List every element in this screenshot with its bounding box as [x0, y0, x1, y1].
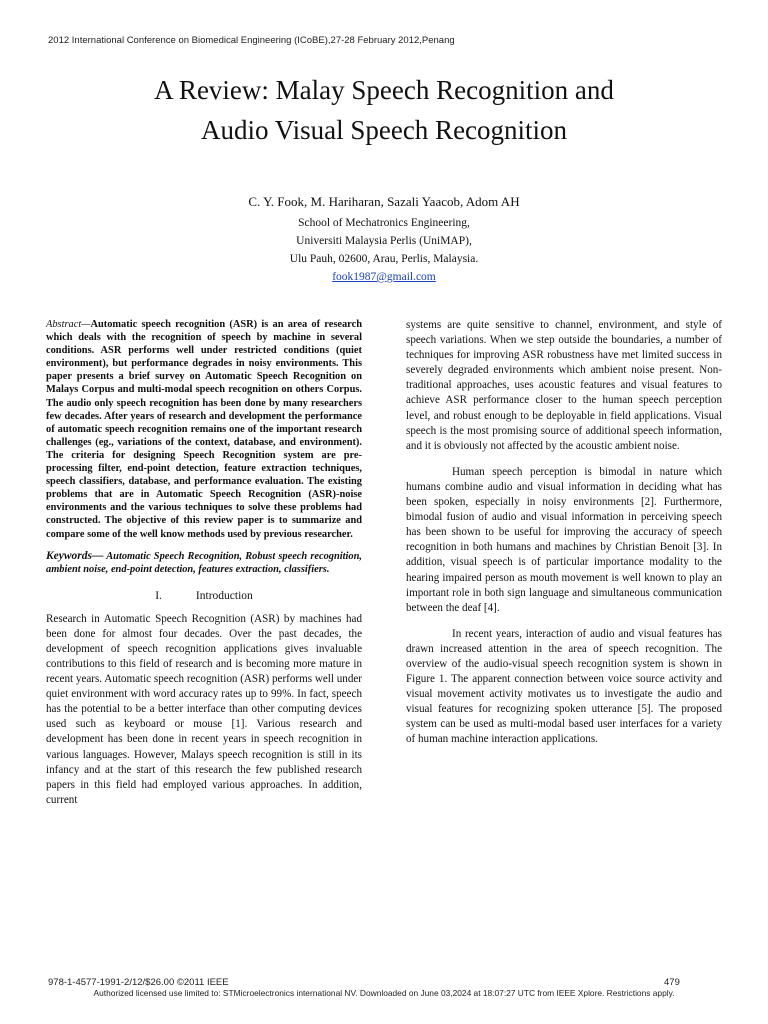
author-email-link[interactable]: fook1987@gmail.com — [332, 271, 436, 283]
affiliation — [0, 214, 768, 286]
intro-paragraph-4: In recent years, interaction of audio and visual features has drawn increased attention in the area of speech recognition. The overview of the audio-visual speech recognition system is shown in Figure 1. The apparent connection between voice source activity and visual movement activity motivates us to investigate the audio and visual features for recognizing spoken utterance [5]. The proposed system can be used as multi-modal based user interfaces for a variety of human machine interaction applications. — [406, 627, 722, 746]
intro-paragraph-3: Human speech perception is bimodal in nature which humans combine audio and visual information in deciding what has been spoken, especially in noisy environments [2]. Furthermore, bimodal fusion of audio and visual information in perceiving speech has been shown to be useful for improving the accuracy of speech recognition in both humans and machines by Christian Benoit [3]. In addition, visual speech is of particular importance modality to the hearing impaired person as mouth movement is well known to play an important role in both sign language and simultaneous communication between the deaf [4]. — [406, 465, 722, 614]
paper-title-line-1: A Review: Malay Speech Recognition and — [154, 75, 614, 105]
section-title: Introduction — [195, 589, 253, 602]
section-heading-introduction — [46, 589, 362, 604]
paper-title — [0, 70, 768, 150]
keywords — [46, 550, 362, 577]
affiliation-line-3: Ulu Pauh, 02600, Arau, Perlis, Malaysia. — [289, 253, 479, 265]
intro-paragraph-2: systems are quite sensitive to channel, environment, and style of speech variations. When we step outside the boundaries, a number of techniques for improving ASR robustness have met limited success in severely degraded environments which ambient noise present. Non-traditional approaches, uses acoustic features and visual features to achieve ASR performance closer to the human speech perception level, and robust enough to be deployable in field applications. Visual speech is the most promising source of additional speech information, and it is obviously not affected by the acoustic ambient noise. — [406, 319, 722, 452]
license-notice: Authorized licensed use limited to: STMicroelectronics international NV. Downloaded on June 03,2024 at 18:07:27 UTC from IEEE Xplore. Restrictions apply. — [93, 988, 675, 998]
paper-title-line-2: Audio Visual Speech Recognition — [200, 115, 568, 145]
section-number: I. — [155, 589, 162, 602]
right-column — [406, 318, 722, 748]
keywords-lead: Keywords— — [46, 549, 104, 562]
footer-isbn: 978-1-4577-1991-2/12/$26.00 ©2011 IEEE — [48, 977, 229, 988]
affiliation-line-1: School of Mechatronics Engineering, — [298, 217, 470, 229]
intro-paragraph-1: Research in Automatic Speech Recognition (ASR) by machines had been done for almost four decades. Over the past decades, the development of speech recognition applications gives invaluable contributions to this field of research and is becoming more mature in recent years. Automatic speech recognition (ASR) performs well under quiet environment with word accuracy rates up to 99%. In fact, speech has the potential to be a better interface than other computing devices used such as keyboard or mouse [1]. Various research and development has been done in recent years in speech recognition in various languages. However, Malays speech recognition is still in its infancy and at the start of this research the few published research papers in this field had employed various approaches. In addition, current — [46, 612, 362, 806]
affiliation-line-2: Universiti Malaysia Perlis (UniMAP), — [296, 235, 472, 247]
author-list: C. Y. Fook, M. Hariharan, Sazali Yaacob, Adom AH — [248, 194, 520, 209]
abstract-lead: Abstract— — [46, 319, 91, 330]
keywords-body: Automatic Speech Recognition, Robust speech recognition, ambient noise, end-point detection, features extraction, classifiers. — [46, 550, 362, 576]
left-column — [46, 318, 362, 808]
conference-header: 2012 International Conference on Biomedical Engineering (ICoBE),27-28 February 2012,Penang — [48, 35, 455, 46]
page-number: 479 — [664, 977, 680, 988]
abstract — [46, 318, 362, 541]
abstract-body: Automatic speech recognition (ASR) is an area of research which deals with the recognition of speech by machine in several conditions. ASR performs well under restricted conditions (quiet environment), but performance degrades in noisy environments. This paper presents a brief survey on Automatic Speech Recognition on Malays Corpus and multi-modal speech recognition on others Corpus. The audio only speech recognition has been done by many researchers few decades. After years of research and development the performance of automatic speech recognition remains one of the important research challenges (eg., variations of the context, database, and environment). The criteria for designing Speech Recognition system are pre-processing filter, end-point detection, feature extraction techniques, speech classifiers, database, and performance evaluation. The existing problems that are in Automatic Speech Recognition (ASR)-noise environments and the various techniques to solve these problems had constructed. The objective of this review paper is to summarize and compare some of the well know methods used by previous researcher. — [46, 319, 362, 540]
